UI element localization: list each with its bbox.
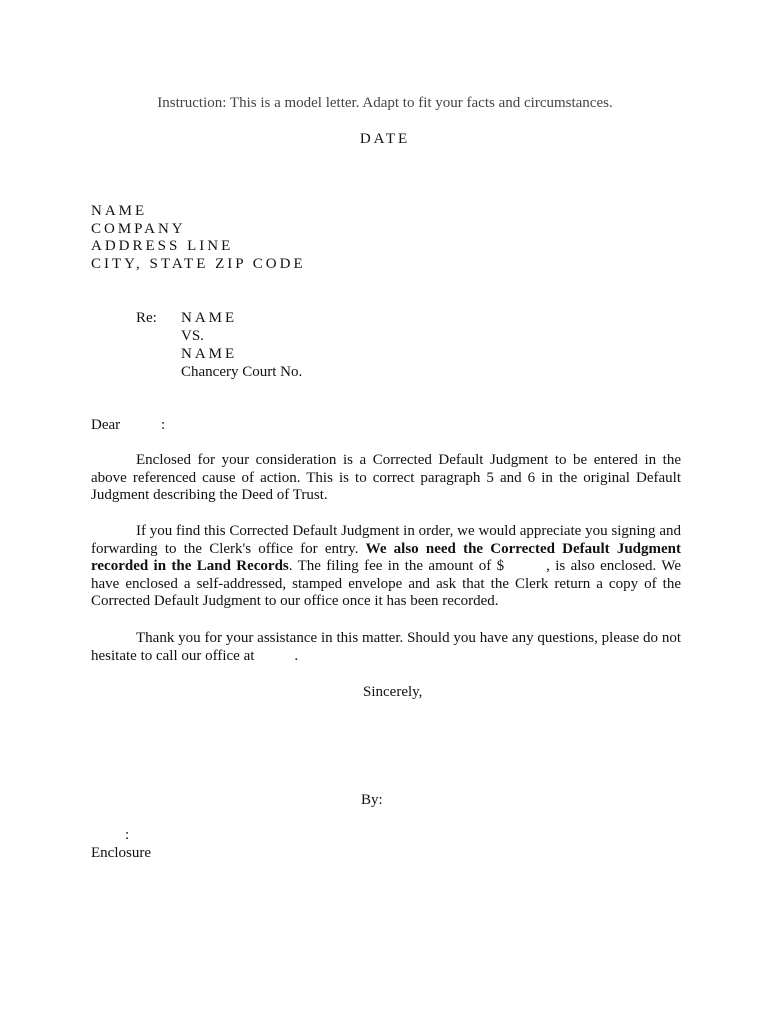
recipient-company: COMPANY (91, 221, 186, 237)
signature-by-label: By: (361, 792, 383, 808)
salutation-colon: : (161, 417, 166, 433)
paragraph-2-text-a: If you find this Corrected Default Judgment in order, we would appreciate you signing and forwarding to the Clerk's office for entry. (91, 523, 681, 557)
paragraph-2-text-c: , is also enclosed. We have enclosed a self-addressed, stamped envelope and ask that the Clerk return a copy of the Corrected Default Judgment to our office once it has been recorded. (91, 558, 681, 610)
body-paragraph-1: Enclosed for your consideration is a Corrected Default Judgment to be entered in the above referenced cause of action. This is to correct paragraph 5 and 6 in the original Default Judgment describing the Deed of Trust. (91, 452, 681, 504)
paragraph-2-text-b: . The filing fee in the amount of $ (288, 558, 505, 575)
salutation: Dear (91, 417, 121, 433)
recipient-city-state-zip: CITY, STATE ZIP CODE (91, 256, 306, 272)
re-court-number: Chancery Court No. (181, 364, 303, 380)
body-paragraph-2 (91, 523, 681, 611)
enclosure-note: Enclosure (91, 845, 151, 861)
recipient-name: NAME (91, 203, 148, 219)
instruction-note: Instruction: This is a model letter. Adapt to fit your facts and circumstances. (157, 95, 613, 111)
closing-sincerely: Sincerely, (363, 684, 423, 700)
re-label: Re: (136, 310, 157, 326)
letter-date: DATE (359, 131, 411, 147)
paragraph-2-bold-text: We also need the Corrected Default Judgment recorded in the Land Records (91, 540, 681, 575)
recipient-address-line: ADDRESS LINE (91, 238, 234, 254)
initials-colon: : (125, 827, 130, 843)
re-party-2: NAME (181, 346, 238, 362)
paragraph-3-text-a: Thank you for your assistance in this matter. Should you have any questions, please do not hesitate to call our office at (91, 630, 681, 664)
paragraph-3-text-b: . (294, 647, 299, 664)
re-versus: VS. (181, 328, 204, 344)
re-party-1: NAME (181, 310, 238, 326)
body-paragraph-3 (91, 630, 681, 665)
